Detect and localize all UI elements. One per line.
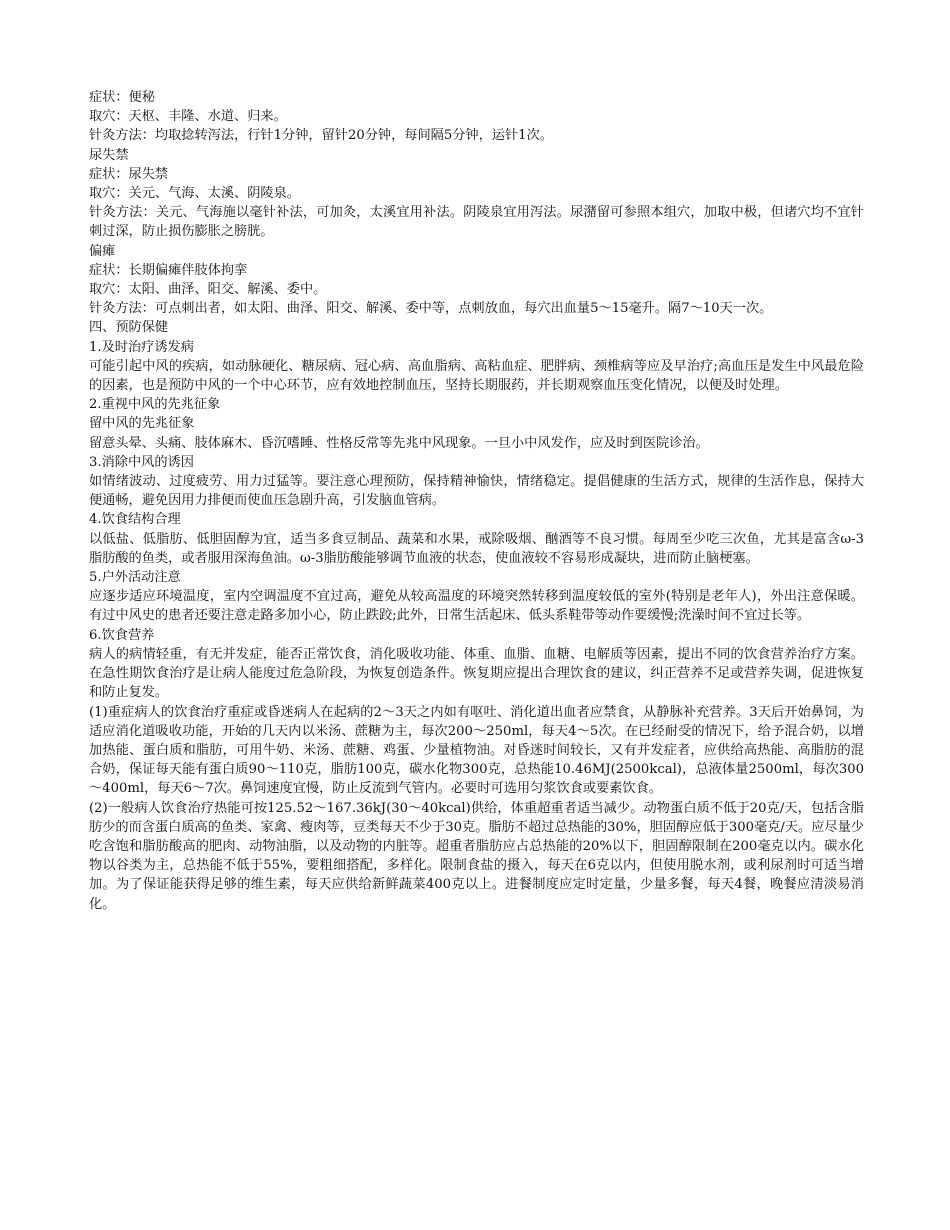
paragraph-6: 病人的病情轻重，有无并发症，能否正常饮食，消化吸收功能、体重、血脂、血糖、电解质等因素，提出不同的饮食营养治疗方案。在急性期饮食治疗是让病人能度过危急阶段，为恢复创造条件。恢复期应提出合理饮食的建议，纠正营养不足或营养失调，促进恢复和防止复发。 (89, 646, 864, 701)
paragraph-1: 可能引起中风的疾病，如动脉硬化、糖尿病、冠心病、高血脂病、高粘血症、肥胖病、颈椎病等应及早治疗;高血压是发生中风最危险的因素，也是预防中风的一个中心环节，应有效地控制血压，坚持长期服药，并长期观察血压变化情况，以便及时处理。 (89, 358, 864, 394)
paragraph-2: 留意头晕、头痛、肢体麻木、昏沉嗜睡、性格反常等先兆中风现象。一旦小中风发作，应及时到医院诊治。 (89, 435, 709, 451)
method-constipation: 针灸方法：均取捻转泻法，行针1分钟，留针20分钟，每间隔5分钟，运针1次。 (89, 128, 553, 144)
subheading-6: 6.饮食营养 (89, 627, 155, 643)
subheading-5: 5.户外活动注意 (89, 570, 181, 586)
acupoints-constipation: 取穴：天枢、丰隆、水道、归来。 (89, 109, 287, 125)
paragraph-6-2: (2)一般病人饮食治疗热能可按125.52～167.36kJ(30～40kcal)供给，体重超重者适当减少。动物蛋白质不低于20克/天，包括含脂肪少的而含蛋白质高的鱼类、家禽、瘦肉等，豆类每天不少于30克。脂肪不超过总热能的30%，胆固醇应低于300毫克/天。应尽量少吃含饱和脂肪酸高的肥肉、动物油脂，以及动物的内脏等。超重者脂肪应占总热能的20%以下，胆固醇限制在200毫克以内。碳水化物以谷类为主，总热能不低于55%，要粗细搭配，多样化。限制食盐的摄入，每天在6克以内，但使用脱水剂，或利尿剂时可适当增加。为了保证能获得足够的维生素，每天应供给新鲜蔬菜400克以上。进餐制度应定时定量，少量多餐，每天4餐，晚餐应清淡易消化。 (89, 800, 864, 912)
subheading-1: 1.及时治疗诱发病 (89, 339, 194, 355)
acupoints-hemiplegia: 取穴：太阳、曲泽、阳交、解溪、委中。 (89, 282, 327, 298)
paragraph-6-1: (1)重症病人的饮食治疗重症或昏迷病人在起病的2～3天之内如有呕吐、消化道出血者应禁食，从静脉补充营养。3天后开始鼻饲，为适应消化道吸收功能，开始的几天内以米汤、蔗糖为主，每次200～250ml，每天4～5次。在已经耐受的情况下，给予混合奶，以增加热能、蛋白质和脂肪，可用牛奶、米汤、蔗糖、鸡蛋、少量植物油。对昏迷时间较长，又有并发症者，应供给高热能、高脂肪的混合奶，保证每天能有蛋白质90～110克，脂肪100克，碳水化物300克，总热能10.46MJ(2500kcal)，总液体量2500ml，每次300～400ml，每天6～7次。鼻饲速度宜慢，防止反流到气管内。必要时可选用匀浆饮食或要素饮食。 (89, 704, 864, 797)
acupoints-incontinence: 取穴：关元、气海、太溪、阴陵泉。 (89, 186, 300, 202)
symptom-incontinence: 症状：尿失禁 (89, 166, 169, 182)
paragraph-3: 如情绪波动、过度疲劳、用力过猛等。要注意心理预防，保持精神愉快，情绪稳定。提倡健康的生活方式，规律的生活作息，保持大便通畅，避免因用力排便而使血压急剧升高，引发脑血管病。 (89, 474, 864, 509)
section-heading-prevention: 四、预防保健 (89, 320, 169, 336)
method-incontinence: 针灸方法：关元、气海施以毫针补法，可加灸，太溪宜用补法。阴陵泉宜用泻法。尿潴留可参照本组穴，加取中极，但诸穴均不宜针刺过深，防止损伤膨胀之膀胱。 (89, 205, 864, 240)
document-body (89, 88, 864, 914)
subheading-3: 3.消除中风的诱因 (89, 454, 194, 470)
subheading-4: 4.饮食结构合理 (89, 512, 181, 528)
symptom-constipation: 症状：便秘 (89, 90, 155, 105)
subheading-2: 2.重视中风的先兆征象 (89, 397, 221, 413)
heading-hemiplegia: 偏瘫 (89, 243, 116, 259)
subheading-2b: 留中风的先兆征象 (89, 416, 195, 432)
method-hemiplegia: 针灸方法：可点刺出者，如太阳、曲泽、阳交、解溪、委中等，点刺放血，每穴出血量5～15毫升。隔7～10天一次。 (89, 301, 773, 317)
heading-incontinence: 尿失禁 (89, 147, 129, 163)
paragraph-4: 以低盐、低脂肪、低胆固醇为宜，适当多食豆制品、蔬菜和水果，戒除吸烟、酗酒等不良习惯。每周至少吃三次鱼，尤其是富含ω-3脂肪酸的鱼类，或者服用深海鱼油。ω-3脂肪酸能够调节血液的状态，使血液较不容易形成凝块，进而防止脑梗塞。 (89, 531, 864, 566)
symptom-hemiplegia: 症状：长期偏瘫伴肢体拘挛 (89, 262, 248, 278)
paragraph-5: 应逐步适应环境温度，室内空调温度不宜过高，避免从较高温度的环境突然转移到温度较低的室外(特别是老年人)，外出注意保暖。有过中风史的患者还要注意走路多加小心，防止跌跤;此外，日常生活起床、低头系鞋带等动作要缓慢;洗澡时间不宜过长等。 (89, 589, 864, 624)
